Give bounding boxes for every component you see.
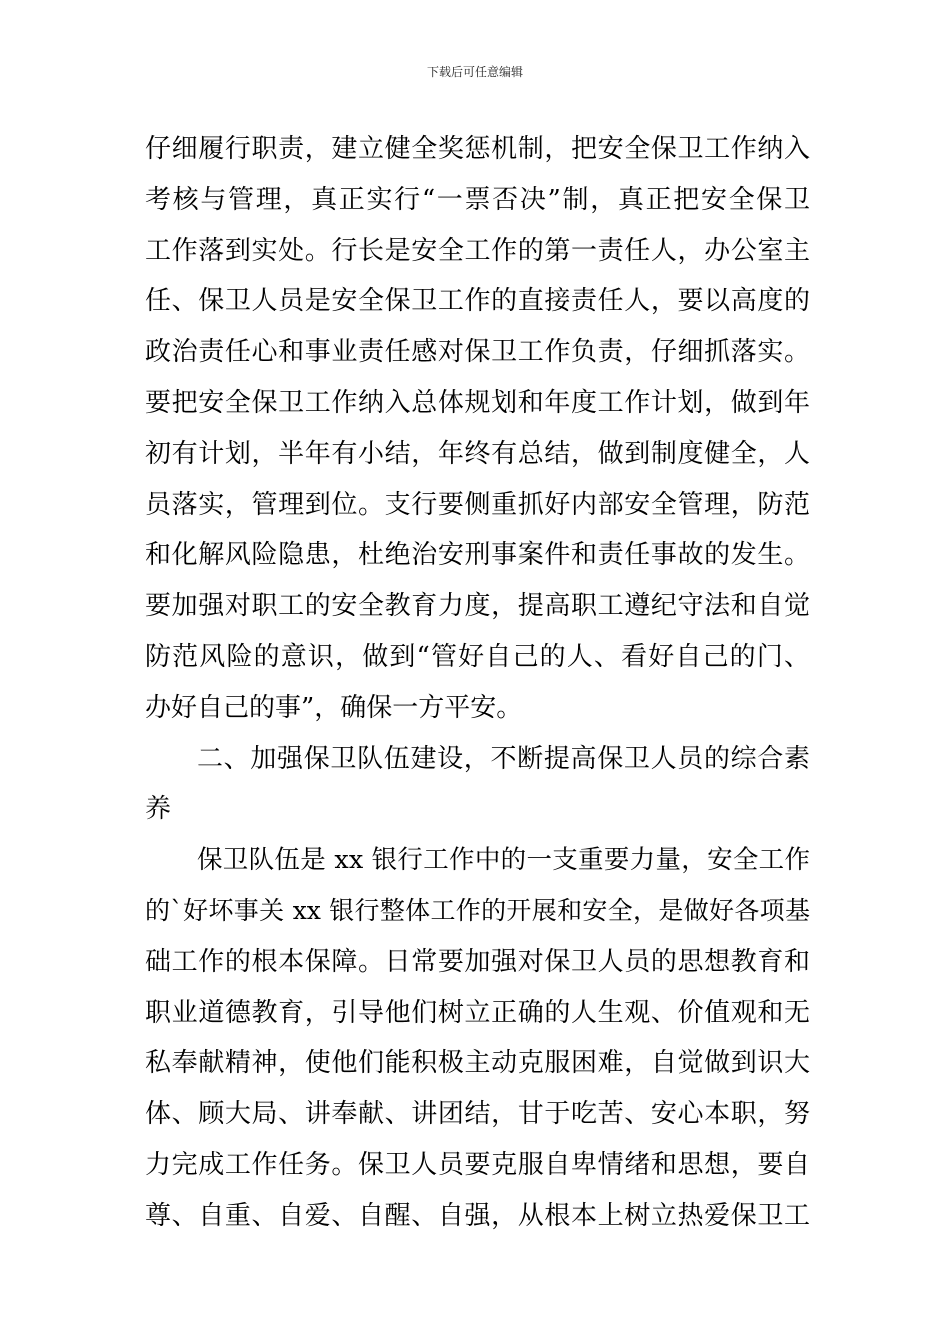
text-line: 职业道德教育，引导他们树立正确的人生观、价值观和无	[145, 997, 810, 1028]
page-header: 下载后可任意编辑	[426, 65, 523, 79]
document-body	[145, 124, 810, 1242]
text-line: 要加强对职工的安全教育力度，提高职工遵纪守法和自觉	[145, 591, 810, 622]
text-line: 和化解风险隐患，杜绝治安刑事案件和责任事故的发生。	[145, 540, 810, 571]
text-line: 员落实，管理到位。支行要侧重抓好内部安全管理，防范	[145, 489, 810, 520]
text-line: 初有计划，半年有小结，年终有总结，做到制度健全，人	[145, 438, 810, 469]
text-line: 保卫队伍是 xx 银行工作中的一支重要力量，安全工作	[197, 845, 810, 876]
text-line: 工作落到实处。行长是安全工作的第一责任人，办公室主	[145, 235, 810, 266]
text-line: 政治责任心和事业责任感对保卫工作负责，仔细抓落实。	[145, 337, 810, 368]
text-line: 仔细履行职责，建立健全奖惩机制，把安全保卫工作纳入	[145, 134, 810, 164]
text-line: 体、顾大局、讲奉献、讲团结，甘于吃苦、安心本职，努	[145, 1099, 810, 1130]
text-line: 办好自己的事”，确保一方平安。	[145, 692, 523, 723]
text-line: 力完成工作任务。保卫人员要克服自卑情绪和思想，要自	[145, 1149, 810, 1180]
text-line: 防范风险的意识，做到“管好自己的人、看好自己的门、	[145, 641, 810, 672]
text-line: 私奉献精神，使他们能积极主动克服困难，自觉做到识大	[145, 1048, 810, 1079]
text-line: 尊、自重、自爱、自醒、自强，从根本上树立热爱保卫工	[145, 1200, 810, 1231]
section-heading-continued: 养	[145, 794, 172, 825]
text-line: 任、保卫人员是安全保卫工作的直接责任人，要以高度的	[145, 286, 810, 317]
text-line: 的`好坏事关 xx 银行整体工作的开展和安全，是做好各项基	[145, 895, 810, 925]
text-line: 考核与管理，真正实行“一票否决”制，真正把安全保卫	[145, 184, 810, 215]
text-line: 础工作的根本保障。日常要加强对保卫人员的思想教育和	[145, 946, 810, 977]
text-line: 要把安全保卫工作纳入总体规划和年度工作计划，做到年	[145, 387, 810, 418]
section-heading: 二、加强保卫队伍建设，不断提高保卫人员的综合素	[197, 743, 810, 774]
